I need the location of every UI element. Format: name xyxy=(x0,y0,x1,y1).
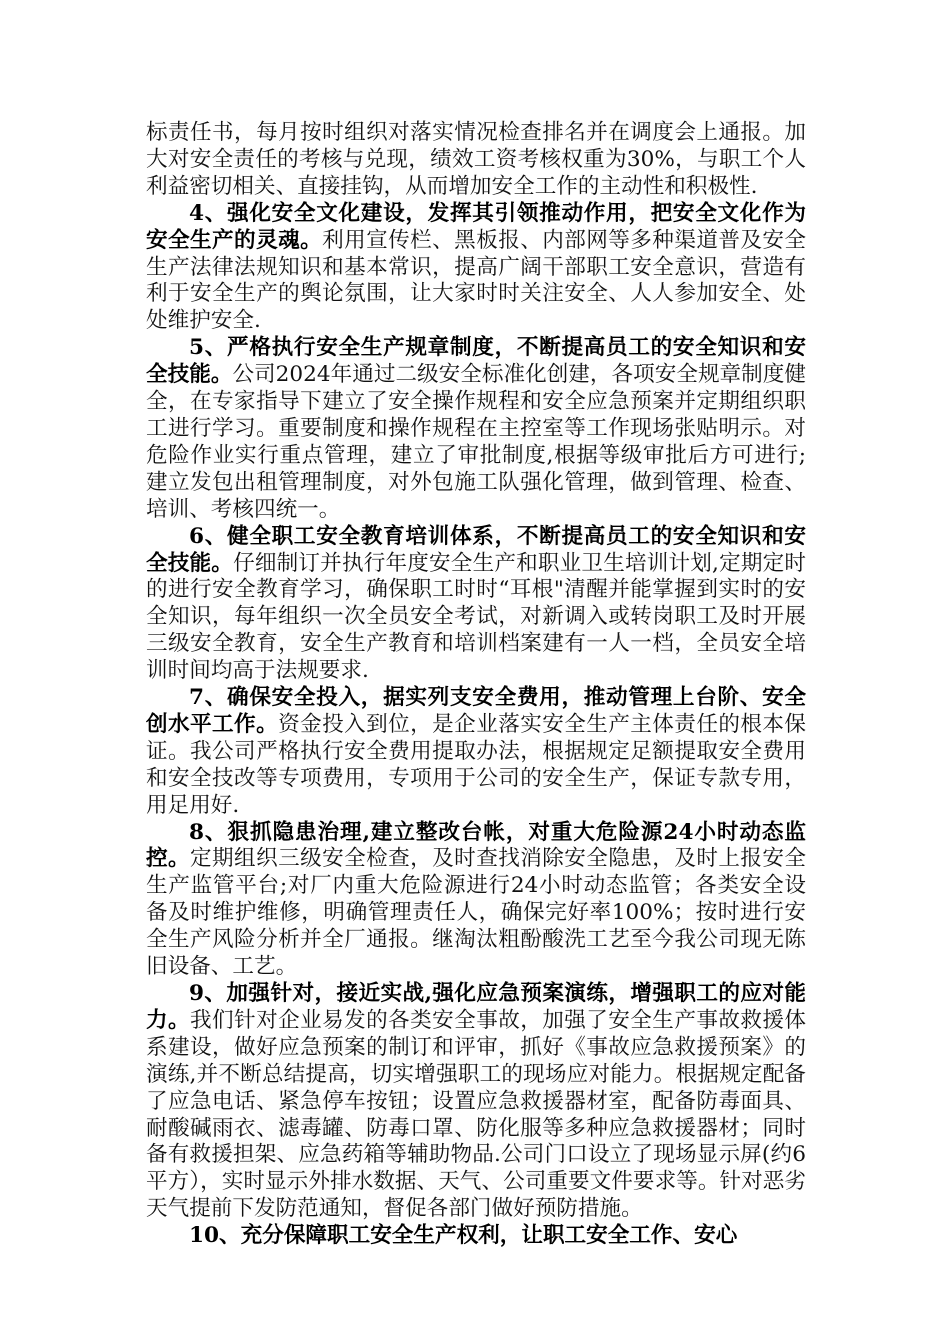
paragraph-item-5 xyxy=(146,335,806,523)
paragraph-item-9 xyxy=(146,981,806,1223)
paragraph-body: 仔细制订并执行年度安全生产和职业卫生培训计划,定期定时的进行安全教育学习，确保职工时时“耳根"清醒并能掌握到实时的安全知识，每年组织一次全员安全考试，对新调入或转岗职工及时开展三级安全教育，安全生产教育和培训档案建有一人一档，全员安全培训时间均高于法规要求. xyxy=(146,550,806,684)
paragraph-heading: 7、确保安全投入，据实列支安全费用，推动管理上台阶、安全创水平工作。 xyxy=(146,685,806,737)
paragraph-continuation xyxy=(146,120,806,201)
paragraph-body: 我们针对企业易发的各类安全事故，加强了安全生产事故救援体系建设，做好应急预案的制订和评审，抓好《事故应急救援预案》的演练,并不断总结提高，切实增强职工的现场应对能力。根据规定配备了应急电话、紧急停车按钮；设置应急救援器材室，配备防毒面具、耐酸碱雨衣、滤毒罐、防毒口罩、防化服等多种应急救援器材；同时备有救援担架、应急药箱等辅助物品.公司门口设立了现场显示屏(约6平方），实时显示外排水数据、天气、公司重要文件要求等。针对恶劣天气提前下发防范通知，督促各部门做好预防措施。 xyxy=(146,1007,806,1222)
paragraph-heading: 9、加强针对，接近实战,强化应急预案演练，增强职工的应对能力。 xyxy=(146,981,806,1033)
paragraph-heading: 8、狠抓隐患治理,建立整改台帐，对重大危险源24小时动态监控。 xyxy=(146,819,806,872)
paragraph-body: 公司2024年通过二级安全标准化创建，各项安全规章制度健全，在专家指导下建立了安全操作规程和安全应急预案并定期组织职工进行学习。重要制度和操作规程在主控室等工作现场张贴明示。对危险作业实行重点管理，建立了审批制度,根据等级审批后方可进行;建立发包出租管理制度，对外包施工队强化管理，做到管理、检查、培训、考核四统一。 xyxy=(146,362,806,522)
document-page xyxy=(146,120,806,1250)
paragraph-heading: 6、健全职工安全教育培训体系，不断提高员工的安全知识和安全技能。 xyxy=(146,523,806,576)
paragraph-item-4 xyxy=(146,201,806,336)
paragraph-item-8 xyxy=(146,820,806,981)
paragraph-item-10 xyxy=(146,1223,806,1250)
paragraph-body: 标责任书，每月按时组织对落实情况检查排名并在调度会上通报。加大对安全责任的考核与兑现，绩效工资考核权重为30%，与职工个人利益密切相关、直接挂钩，从而增加安全工作的主动性和积极性. xyxy=(146,120,806,199)
paragraph-body: 利用宣传栏、黑板报、内部网等多种渠道普及安全生产法律法规知识和基本常识，提高广阔干部职工安全意识，营造有利于安全生产的舆论氛围，让大家时时关注安全、人人参加安全、处处维护安全. xyxy=(146,227,806,334)
paragraph-heading: 5、严格执行安全生产规章制度，不断提高员工的安全知识和安全技能。 xyxy=(146,335,806,388)
paragraph-body: 资金投入到位，是企业落实安全生产主体责任的根本保证。我公司严格执行安全费用提取办法，根据规定足额提取安全费用和安全技改等专项费用，专项用于公司的安全生产，保证专款专用，用足用好. xyxy=(146,711,806,818)
paragraph-body: 定期组织三级安全检查，及时查找消除安全隐患，及时上报安全生产监管平台;对厂内重大危险源进行24小时动态监管；各类安全设备及时维护维修，明确管理责任人，确保完好率100%；按时进行安全生产风险分析并全厂通报。继淘汰粗酚酸洗工艺至今我公司现无陈旧设备、工艺。 xyxy=(146,846,806,980)
paragraph-heading: 4、强化安全文化建设，发挥其引领推动作用，把安全文化作为安全生产的灵魂。 xyxy=(146,200,806,253)
paragraph-item-6 xyxy=(146,524,806,685)
paragraph-heading: 10、充分保障职工安全生产权利，让职工安全工作、安心 xyxy=(189,1223,738,1249)
paragraph-item-7 xyxy=(146,685,806,820)
